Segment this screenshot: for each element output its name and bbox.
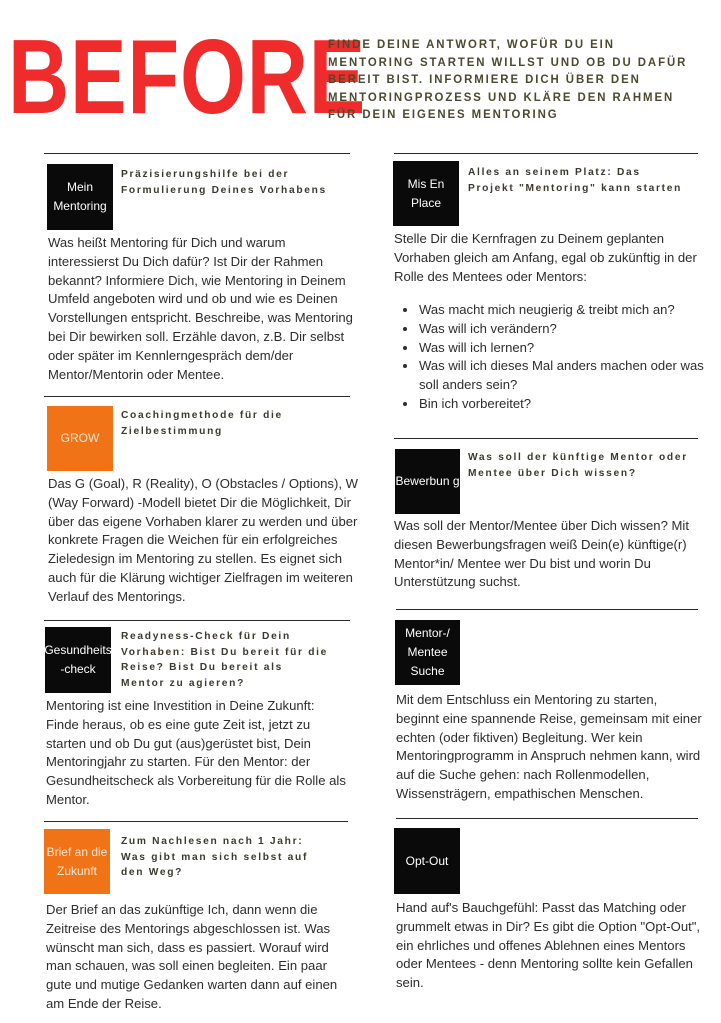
badge-grow: GROW bbox=[47, 406, 113, 471]
body-suche: Mit dem Entschluss ein Mentoring zu starten, beginnt eine spannende Reise, gemeinsam mit einer echten (oder fiktiven) Begleitung. Wer kein Mentoringprogramm in Anspruch nehmen kann, wird auf die Suche gehen: nach Rollenmodellen, Wissensträgern, empathischen Menschen. bbox=[396, 692, 702, 801]
mis-en-place-list bbox=[396, 301, 714, 414]
heading-gesundheitscheck: Readyness-Check für Dein Vorhaben: Bist Du bereit für die Reise? Bist Du bereit als Mentor zu agieren? bbox=[121, 631, 329, 689]
heading-mis-en-place: Alles an seinem Platz: Das Projekt "Mentoring" kann starten bbox=[468, 167, 683, 194]
divider bbox=[44, 620, 350, 621]
body-brief: Der Brief an das zukünftige Ich, dann wenn die Zeitreise des Mentorings abgeschlossen ist. Was wünscht man sich, dass es passiert. Worauf wird man schauen, was soll einen begleiten. Ein paar gute und mutige Gedanken warten dann auf einen am Ende der Reise. bbox=[46, 902, 338, 1011]
list-item: • Was will ich verändern? bbox=[418, 320, 714, 339]
heading-brief: Zum Nachlesen nach 1 Jahr: Was gibt man sich selbst auf den Weg? bbox=[121, 836, 309, 878]
badge-bewerbung: Bewerbun g bbox=[395, 449, 460, 514]
badge-gesundheitscheck: Gesundheits -check bbox=[45, 627, 111, 693]
list-item: • Was macht mich neugierig & treibt mich an? bbox=[418, 301, 714, 320]
divider bbox=[394, 438, 698, 439]
heading-grow: Coachingmethode für die Zielbestimmung bbox=[121, 410, 283, 437]
list-item: • Bin ich vorbereitet? bbox=[418, 395, 714, 414]
divider bbox=[396, 818, 698, 819]
divider bbox=[44, 396, 350, 397]
body-gesundheitscheck: Mentoring ist eine Investition in Deine Zukunft: Finde heraus, ob es eine gute Zeit ist, jetzt zu starten und ob Du gut (aus)gerüstet bist, Dein Mentoringjahr zu starten. Für den Mentor: der Gesundheitscheck als Vorbereitung für die Rolle als Mentor. bbox=[46, 698, 346, 807]
badge-opt-out: Opt-Out bbox=[394, 828, 460, 894]
badge-brief: Brief an die Zukunft bbox=[44, 829, 110, 894]
divider bbox=[44, 153, 350, 154]
list-item: • Was will ich lernen? bbox=[418, 339, 714, 358]
badge-mein-mentoring: Mein Mentoring bbox=[47, 164, 113, 230]
body-mein-mentoring: Was heißt Mentoring für Dich und warum interessierst Du Dich dafür? Ist Dir der Rahmen bekannt? Informiere Dich, wie Mentoring in Deinem Umfeld angeboten wird und ob und wie es Deinen Vorstellungen entspricht. Beschreibe, was Mentoring bei Dir bewirken soll. Erzähle davon, z.B. Dir selbst oder später im Kennlerngespräch dem/der Mentor/Mentorin oder Mentee. bbox=[48, 235, 353, 382]
divider bbox=[44, 821, 348, 822]
body-opt-out: Hand auf's Bauchgefühl: Passt das Matching oder grummelt etwas in Dir? Es gibt die Option "Opt-Out", ein ehrliches und offenes Ablehnen eines Mentors oder Mentees - denn Mentoring sollte kein Gefallen sein. bbox=[396, 900, 701, 991]
badge-mis-en-place: Mis En Place bbox=[393, 161, 459, 226]
intro-text: FINDE DEINE ANTWORT, WOFÜR DU EIN MENTORING STARTEN WILLST UND OB DU DAFÜR BEREIT BIST. INFORMIERE DICH ÜBER DEN MENTORINGPROZESS UND KLÄRE DEN RAHMEN FÜR DEIN EIGENES MENTORING bbox=[328, 37, 688, 121]
body-bewerbung: Was soll der Mentor/Mentee über Dich wissen? Mit diesen Bewerbungsfragen weiß Dein(e) künftige(r) Mentor*in/ Mentee wer Du bist und worin Du Unterstützung suchst. bbox=[394, 518, 689, 590]
badge-suche: Mentor-/ Mentee Suche bbox=[395, 620, 460, 685]
body-mis-en-place: Stelle Dir die Kernfragen zu Deinem geplanten Vorhaben gleich am Anfang, egal ob zukünftig in der Rolle des Mentees oder Mentors: bbox=[394, 231, 697, 284]
heading-bewerbung: Was soll der künftige Mentor oder Mentee über Dich wissen? bbox=[468, 452, 688, 479]
divider bbox=[396, 609, 698, 610]
page-title: BEFORE bbox=[8, 18, 367, 136]
heading-mein-mentoring: Präzisierungshilfe bei der Formulierung Deines Vorhabens bbox=[121, 169, 327, 196]
body-grow: Das G (Goal), R (Reality), O (Obstacles / Options), W (Way Forward) -Modell bietet Dir die Möglichkeit, Dir über das eigene Vorhaben klarer zu werden und über konkrete Fragen die Weichen für ein erfolgreiches Zieledesign im Mentoring zu stellen. Es eignet sich auch für die Klärung wichtiger Zielfragen im weiteren Verlauf des Mentorings. bbox=[48, 476, 358, 604]
list-item: • Was will ich dieses Mal anders machen oder was soll anders sein? bbox=[418, 357, 714, 395]
divider bbox=[394, 153, 698, 154]
